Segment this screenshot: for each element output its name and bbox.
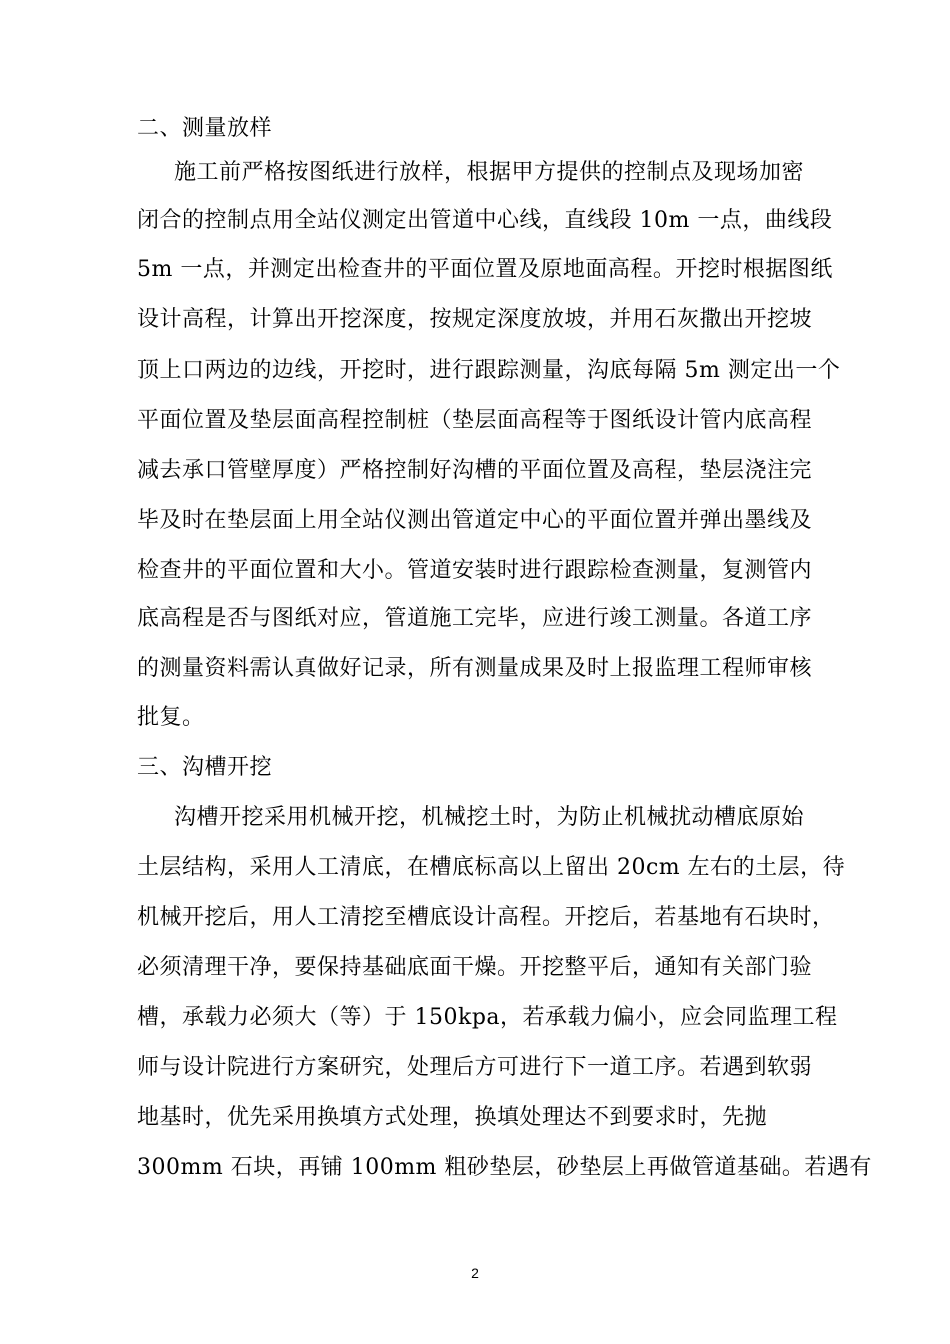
paragraph-line: 检查井的平面位置和大小。管道安装时进行跟踪检查测量，复测管内 xyxy=(137,558,813,583)
paragraph-line: 沟槽开挖采用机械开挖，机械挖土时，为防止机械扰动槽底原始 xyxy=(174,805,805,830)
section-heading: 二、测量放样 xyxy=(137,116,273,141)
paragraph-line: 5m 一点，并测定出检查井的平面位置及原地面高程。开挖时根据图纸 xyxy=(137,257,833,282)
paragraph-line: 师与设计院进行方案研究，处理后方可进行下一道工序。若遇到软弱 xyxy=(137,1055,813,1080)
paragraph-line: 顶上口两边的边线，开挖时，进行跟踪测量，沟底每隔 5m 测定出一个 xyxy=(137,358,841,383)
paragraph-line: 闭合的控制点用全站仪测定出管道中心线，直线段 10m 一点，曲线段 xyxy=(137,208,833,233)
paragraph-line: 的测量资料需认真做好记录，所有测量成果及时上报监理工程师审核 xyxy=(137,656,813,681)
paragraph-line: 必须清理干净，要保持基础底面干燥。开挖整平后，通知有关部门验 xyxy=(137,955,813,980)
section-heading: 三、沟槽开挖 xyxy=(137,755,273,780)
paragraph-line: 毕及时在垫层面上用全站仪测出管道定中心的平面位置并弹出墨线及 xyxy=(137,508,813,533)
paragraph-line: 设计高程，计算出开挖深度，按规定深度放坡，并用石灰撒出开挖坡 xyxy=(137,307,813,332)
paragraph-line: 施工前严格按图纸进行放样，根据甲方提供的控制点及现场加密 xyxy=(174,160,805,185)
paragraph-line: 批复。 xyxy=(137,705,205,730)
paragraph-line: 300mm 石块，再铺 100mm 粗砂垫层，砂垫层上再做管道基础。若遇有 xyxy=(137,1155,872,1180)
paragraph-line: 地基时，优先采用换填方式处理，换填处理达不到要求时，先抛 xyxy=(137,1105,768,1130)
paragraph-line: 平面位置及垫层面高程控制桩（垫层面高程等于图纸设计管内底高程 xyxy=(137,408,813,433)
paragraph-line: 机械开挖后，用人工清挖至槽底设计高程。开挖后，若基地有石块时， xyxy=(137,905,835,930)
paragraph-line: 槽，承载力必须大（等）于 150kpa，若承载力偏小，应会同监理工程 xyxy=(137,1005,838,1030)
paragraph-line: 底高程是否与图纸对应，管道施工完毕，应进行竣工测量。各道工序 xyxy=(137,606,813,631)
paragraph-line: 土层结构，采用人工清底，在槽底标高以上留出 20cm 左右的土层，待 xyxy=(137,855,846,880)
paragraph-line: 减去承口管壁厚度）严格控制好沟槽的平面位置及高程，垫层浇注完 xyxy=(137,458,813,483)
page-number: 2 xyxy=(471,1265,479,1281)
